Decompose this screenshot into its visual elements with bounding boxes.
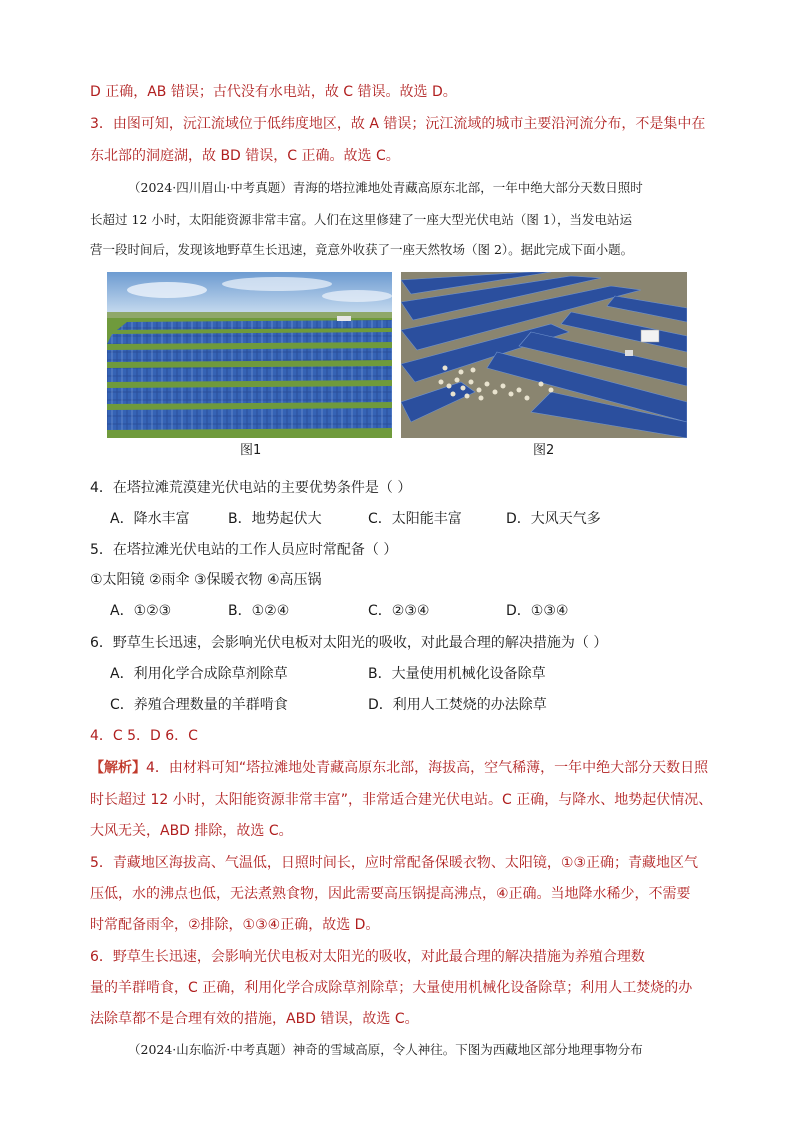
solar-field-photo <box>107 272 392 438</box>
question-4-stem: 4．在塔拉滩荒漠建光伏电站的主要优势条件是（ ） <box>90 480 412 496</box>
q5-option-c: C．②③④ <box>368 603 430 619</box>
analysis-tag: 【解析】 <box>90 760 146 776</box>
answer-key: 4．C 5．D 6．C <box>90 728 198 744</box>
analysis-line: 5．青藏地区海拔高、气温低，日照时间长，应时常配备保暖衣物、太阳镜，①③正确；青藏地区气 <box>90 855 699 871</box>
analysis-line: 6．野草生长迅速，会影响光伏电板对太阳光的吸收，对此最合理的解决措施为养殖合理数 <box>90 949 645 965</box>
question-5-stem: 5．在塔拉滩光伏电站的工作人员应时常配备（ ） <box>90 542 398 558</box>
q4-option-a: A．降水丰富 <box>110 511 190 527</box>
answer-line: D 正确，AB 错误；古代没有水电站，故 C 错误。故选 D。 <box>90 84 457 100</box>
q6-option-c: C．养殖合理数量的羊群啃食 <box>110 697 288 713</box>
analysis-line: 量的羊群啃食，C 正确，利用化学合成除草剂除草；大量使用机械化设备除草；利用人工焚烧的办 <box>90 980 693 996</box>
answer-line: 3．由图可知，沅江流域位于低纬度地区，故 A 错误；沅江流域的城市主要沿河流分布，不是集中在 <box>90 116 706 132</box>
figure-2-caption: 图2 <box>533 443 555 458</box>
q5-option-d: D．①③④ <box>506 603 569 619</box>
q6-option-b: B．大量使用机械化设备除草 <box>368 666 546 682</box>
q6-option-d: D．利用人工焚烧的办法除草 <box>368 697 547 713</box>
q4-option-c: C．太阳能丰富 <box>368 511 462 527</box>
material-text: 长超过 12 小时，太阳能资源非常丰富。人们在这里修建了一座大型光伏电站（图 1），当发电站运 <box>90 212 633 227</box>
q4-option-b: B．地势起伏大 <box>228 511 322 527</box>
q6-option-a: A．利用化学合成除草剂除草 <box>110 666 288 682</box>
analysis-line <box>90 758 708 778</box>
analysis-line: 时常配备雨伞，②排除，①③④正确，故选 D。 <box>90 917 380 933</box>
question-6-stem: 6．野草生长迅速，会影响光伏电板对太阳光的吸收，对此最合理的解决措施为（ ） <box>90 635 608 651</box>
sheep-grazing-photo <box>401 272 687 438</box>
answer-line: 东北部的洞庭湖，故 BD 错误，C 正确。故选 C。 <box>90 148 400 164</box>
analysis-line: 法除草都不是合理有效的措施，ABD 错误，故选 C。 <box>90 1011 419 1027</box>
figure-1-caption: 图1 <box>240 443 262 458</box>
material-text: （2024·山东临沂·中考真题）神奇的雪域高原，令人神往。下图为西藏地区部分地理事物分布 <box>128 1042 643 1057</box>
question-5-items: ①太阳镜 ②雨伞 ③保暖衣物 ④高压锅 <box>90 572 322 588</box>
q5-option-a: A．①②③ <box>110 603 172 619</box>
material-text: （2024·四川眉山·中考真题）青海的塔拉滩地处青藏高原东北部，一年中绝大部分天数日照时 <box>128 180 643 195</box>
analysis-text: 4．由材料可知“塔拉滩地处青藏高原东北部，海拔高，空气稀薄，一年中绝大部分天数日照 <box>146 760 709 776</box>
analysis-line: 大风无关，ABD 排除，故选 C。 <box>90 823 293 839</box>
analysis-line: 压低，水的沸点也低，无法煮熟食物，因此需要高压锅提高沸点，④正确。当地降水稀少，不需要 <box>90 886 691 902</box>
q4-option-d: D．大风天气多 <box>506 511 601 527</box>
q5-option-b: B．①②④ <box>228 603 290 619</box>
material-text: 营一段时间后，发现该地野草生长迅速，竟意外收获了一座天然牧场（图 2）。据此完成下面小题。 <box>90 242 634 257</box>
analysis-line: 时长超过 12 小时，太阳能资源非常丰富”，非常适合建光伏电站。C 正确，与降水、地势起伏情况、 <box>90 792 713 808</box>
